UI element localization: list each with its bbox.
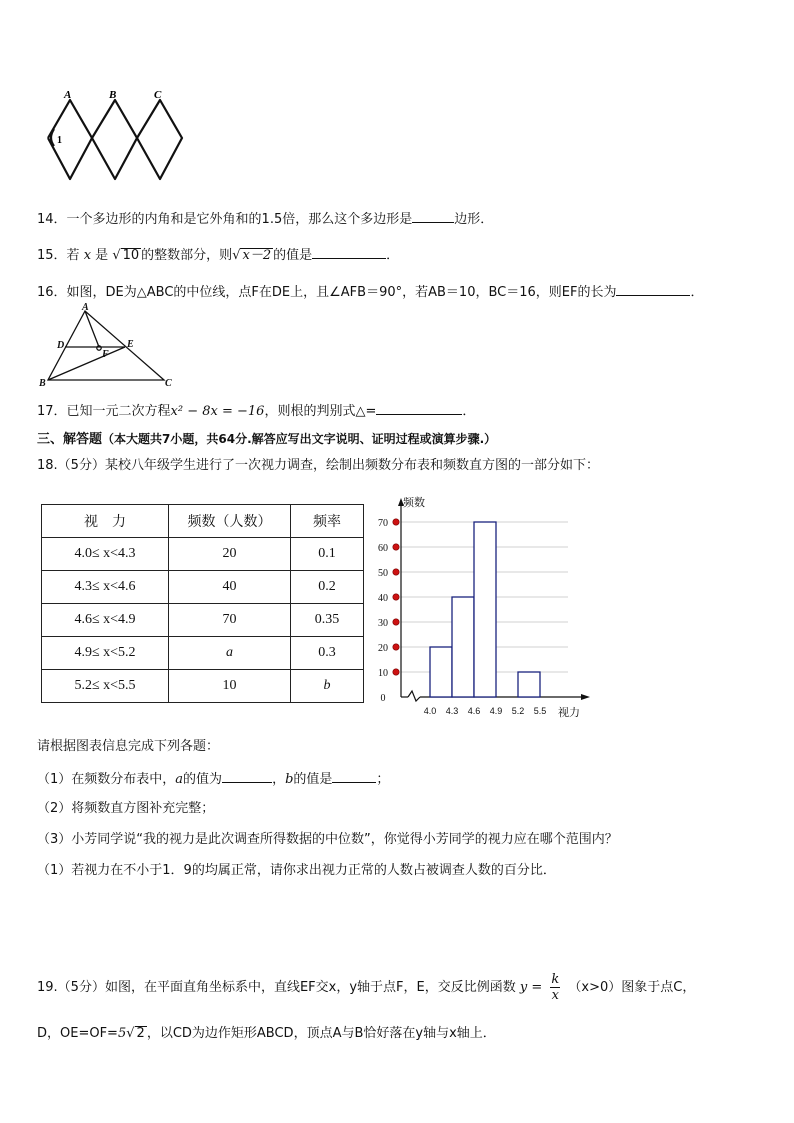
q19-func-num: k [551, 972, 560, 987]
y-tick-marker [393, 569, 399, 575]
table-header-cell: 视 力 [42, 505, 169, 538]
q18-sub1-prefix: （1）在频数分布表中， [37, 772, 176, 787]
q15-prefix: 15．若 [37, 248, 80, 263]
q19-sqrt: √ 2 [126, 1026, 145, 1041]
y-tick-marker [393, 669, 399, 675]
histogram-bar [474, 522, 496, 697]
sqrt-x-2: √ x－2 [232, 248, 272, 263]
q15-radicand-1: 10 [122, 248, 140, 263]
table-cell: 0.1 [291, 538, 364, 571]
q18-sub-3: （3）小芳同学说“我的视力是此次调查所得数据的中位数”，你觉得小芳同学的视力应在哪个范围内？ [37, 832, 618, 847]
question-14 [37, 208, 493, 229]
q18-sub1-a: a [175, 772, 184, 787]
section-3-title: 三、解答题 [37, 432, 103, 447]
vertex-label-b: B [109, 89, 117, 101]
y-tick-label: 70 [378, 518, 388, 529]
table-header-cell: 频率 [291, 505, 364, 538]
q18-sub1-mid: 的值为 [183, 772, 223, 787]
frequency-histogram [368, 492, 614, 720]
q18-sub1-sep: ， [272, 772, 286, 787]
table-cell: 40 [169, 571, 291, 604]
q19-fraction [550, 972, 560, 1003]
rhombus-figure [40, 86, 190, 186]
q18-sub-1 [37, 768, 389, 789]
table-cell: 20 [169, 538, 291, 571]
q19-line2-rad: 2 [136, 1026, 145, 1041]
x-tick-label: 5.5 [533, 706, 547, 716]
y-tick-label: 0 [380, 693, 386, 704]
table-cell: 70 [169, 604, 291, 637]
q15-var-x: x [83, 248, 92, 263]
table-cell: a [169, 637, 291, 670]
q15-is: 是 [95, 248, 109, 263]
q19-cond: （x>0）图象于点C， [568, 980, 696, 995]
q15-radicand-2: x－2 [242, 248, 272, 263]
sqrt-10: √ 10 [112, 248, 140, 263]
y-tick-label: 30 [378, 618, 388, 629]
q19-func-den: x [551, 988, 559, 1003]
triangle-figure [36, 302, 181, 390]
vertex-label-a: A [64, 89, 72, 101]
table-cell: 0.35 [291, 604, 364, 637]
q19-func-y: y = [519, 980, 543, 995]
x-axis-arrow [581, 694, 590, 700]
q19-line2-b: ，以CD为边作矩形ABCD，顶点A与B恰好落在y轴与x轴上． [146, 1026, 496, 1041]
triangle-label-a: A [82, 302, 89, 313]
y-axis-title: 频数 [403, 496, 425, 509]
section-3-note: （本大题共7小题，共64分.解答应写出文字说明、证明过程或演算步骤.） [102, 432, 497, 446]
q14-text: 14．一个多边形的内角和是它外角和的1.5倍，那么这个多边形是 [37, 212, 413, 227]
q16-end: ． [690, 285, 704, 300]
angle-label-1: 1 [57, 135, 62, 146]
table-cell: 4.9≤ x<5.2 [42, 637, 169, 670]
q18-sub1-b: b [285, 772, 294, 787]
triangle-label-e: E [127, 339, 134, 350]
q19-line1-text: 19.（5分）如图，在平面直角坐标系中，直线EF交x，y轴于点F，E，交反比例函数 [37, 980, 516, 995]
y-tick-label: 10 [378, 668, 388, 679]
table-cell: 4.0≤ x<4.3 [42, 538, 169, 571]
q17-mid: ，则根的判别式△= [264, 404, 377, 419]
x-axis-title: 视力 [558, 706, 580, 719]
x-tick-label: 4.6 [467, 706, 481, 716]
q17-blank [376, 400, 462, 415]
q18-sub1-mid2: 的值是 [293, 772, 333, 787]
question-19-line-2 [37, 1025, 496, 1043]
q16-blank [616, 281, 690, 296]
histogram-bar [430, 647, 452, 697]
frequency-table [41, 504, 364, 703]
histogram-bar [452, 597, 474, 697]
q17-end: ． [462, 404, 476, 419]
table-row [42, 670, 364, 703]
question-17 [37, 400, 475, 421]
x-tick-label: 5.2 [511, 706, 525, 716]
q17-prefix: 17．已知一元二次方程 [37, 404, 171, 419]
table-row [42, 604, 364, 637]
y-tick-label: 40 [378, 593, 388, 604]
vertex-label-c: C [154, 89, 162, 101]
q18-sub1-end: ； [376, 772, 390, 787]
table-cell: 4.6≤ x<4.9 [42, 604, 169, 637]
q15-tail: 的值是 [273, 248, 313, 263]
triangle-label-d: D [57, 340, 65, 351]
table-cell: 10 [169, 670, 291, 703]
q18-sub1-blank-a [222, 768, 272, 783]
q14-blank [412, 208, 454, 223]
histogram-bar [518, 672, 540, 697]
axis-break-mark [408, 691, 420, 701]
triangle-label-b: B [39, 378, 46, 389]
x-tick-label: 4.3 [445, 706, 459, 716]
y-tick-marker [393, 644, 399, 650]
q19-line2-a: D，OE=OF= [37, 1026, 118, 1041]
q18-intro: 18.（5分）某校八年级学生进行了一次视力调查，绘制出频数分布表和频数直方图的一部分如下： [37, 458, 599, 473]
q15-blank [312, 244, 386, 259]
y-tick-marker [393, 619, 399, 625]
y-tick-label: 60 [378, 543, 388, 554]
q18-sub1-blank-b [332, 768, 376, 783]
triangle-label-c: C [165, 378, 172, 389]
triangle-label-f: F [102, 349, 109, 360]
q16-text: 16．如图，DE为△ABC的中位线，点F在DE上，且∠AFB＝90°，若AB＝10，BC＝16，则EF的长为 [37, 285, 617, 300]
question-15 [37, 244, 399, 265]
q14-tail: 边形． [454, 212, 494, 227]
q19-line2-coef: 5 [117, 1026, 127, 1041]
section-3-heading [37, 430, 496, 449]
x-tick-label: 4.9 [489, 706, 503, 716]
table-header-row [42, 505, 364, 538]
table-row [42, 637, 364, 670]
table-cell: 0.3 [291, 637, 364, 670]
y-tick-marker [393, 519, 399, 525]
q18-prompt: 请根据图表信息完成下列各题： [37, 739, 220, 754]
y-tick-marker [393, 594, 399, 600]
table-cell: b [291, 670, 364, 703]
x-tick-label: 4.0 [423, 706, 437, 716]
table-row [42, 538, 364, 571]
table-row [42, 571, 364, 604]
y-tick-label: 50 [378, 568, 388, 579]
q18-sub-4: （1）若视力在不小于1．9的均属正常，请你求出视力正常的人数占被调查人数的百分比． [37, 863, 556, 878]
y-tick-label: 20 [378, 643, 388, 654]
table-header-cell: 频数（人数） [169, 505, 291, 538]
table-cell: 0.2 [291, 571, 364, 604]
table-cell: 5.2≤ x<5.5 [42, 670, 169, 703]
question-19-line-1 [37, 972, 695, 1003]
q17-equation: x² − 8x = −16 [170, 404, 265, 419]
table-cell: 4.3≤ x<4.6 [42, 571, 169, 604]
q15-end: ． [386, 248, 400, 263]
y-tick-marker [393, 544, 399, 550]
q15-mid: 的整数部分，则 [141, 248, 233, 263]
q18-sub-2: （2）将频数直方图补充完整； [37, 801, 215, 816]
question-16 [37, 281, 703, 302]
